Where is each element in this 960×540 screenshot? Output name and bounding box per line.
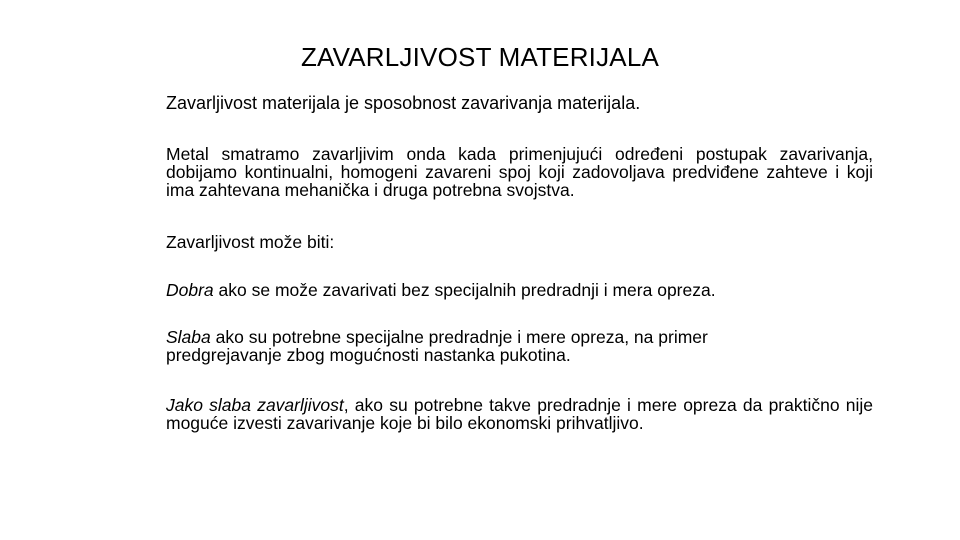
intro-text: Zavarljivost može biti: xyxy=(166,232,335,252)
item-term: Dobra xyxy=(166,280,214,300)
item-text: ako se može zavarivati bez specijalnih predradnji i mera opreza. xyxy=(213,280,716,300)
item-text: ako su potrebne specijalne predradnje i mere opreza, na primer predgrejavanje zbog mogućnosti nastanka pukotina. xyxy=(166,327,708,365)
definition-text: Zavarljivost materijala je sposobnost zavarivanja materijala. xyxy=(166,93,641,113)
item-dobra xyxy=(166,281,716,299)
item-term: Jako slaba zavarljivost xyxy=(166,395,344,415)
item-jako-slaba xyxy=(166,396,873,432)
metal-paragraph: Metal smatramo zavarljivim onda kada primenjujući određeni postupak zavarivanja, dobijamo kontinualni, homogeni zavareni spoj koji zadovoljava predviđene zahteve i koji ima zahtevana mehanička i druga potrebna svojstva. xyxy=(166,144,873,200)
item-term: Slaba xyxy=(166,327,211,347)
item-slaba xyxy=(166,328,806,364)
slide-title: ZAVARLJIVOST MATERIJALA xyxy=(300,42,660,72)
item-text: , ako su potrebne takve predradnje i mere opreza da praktično nije moguće izvesti zavarivanje koje bi bilo ekonomski prihvatljivo. xyxy=(166,395,874,433)
